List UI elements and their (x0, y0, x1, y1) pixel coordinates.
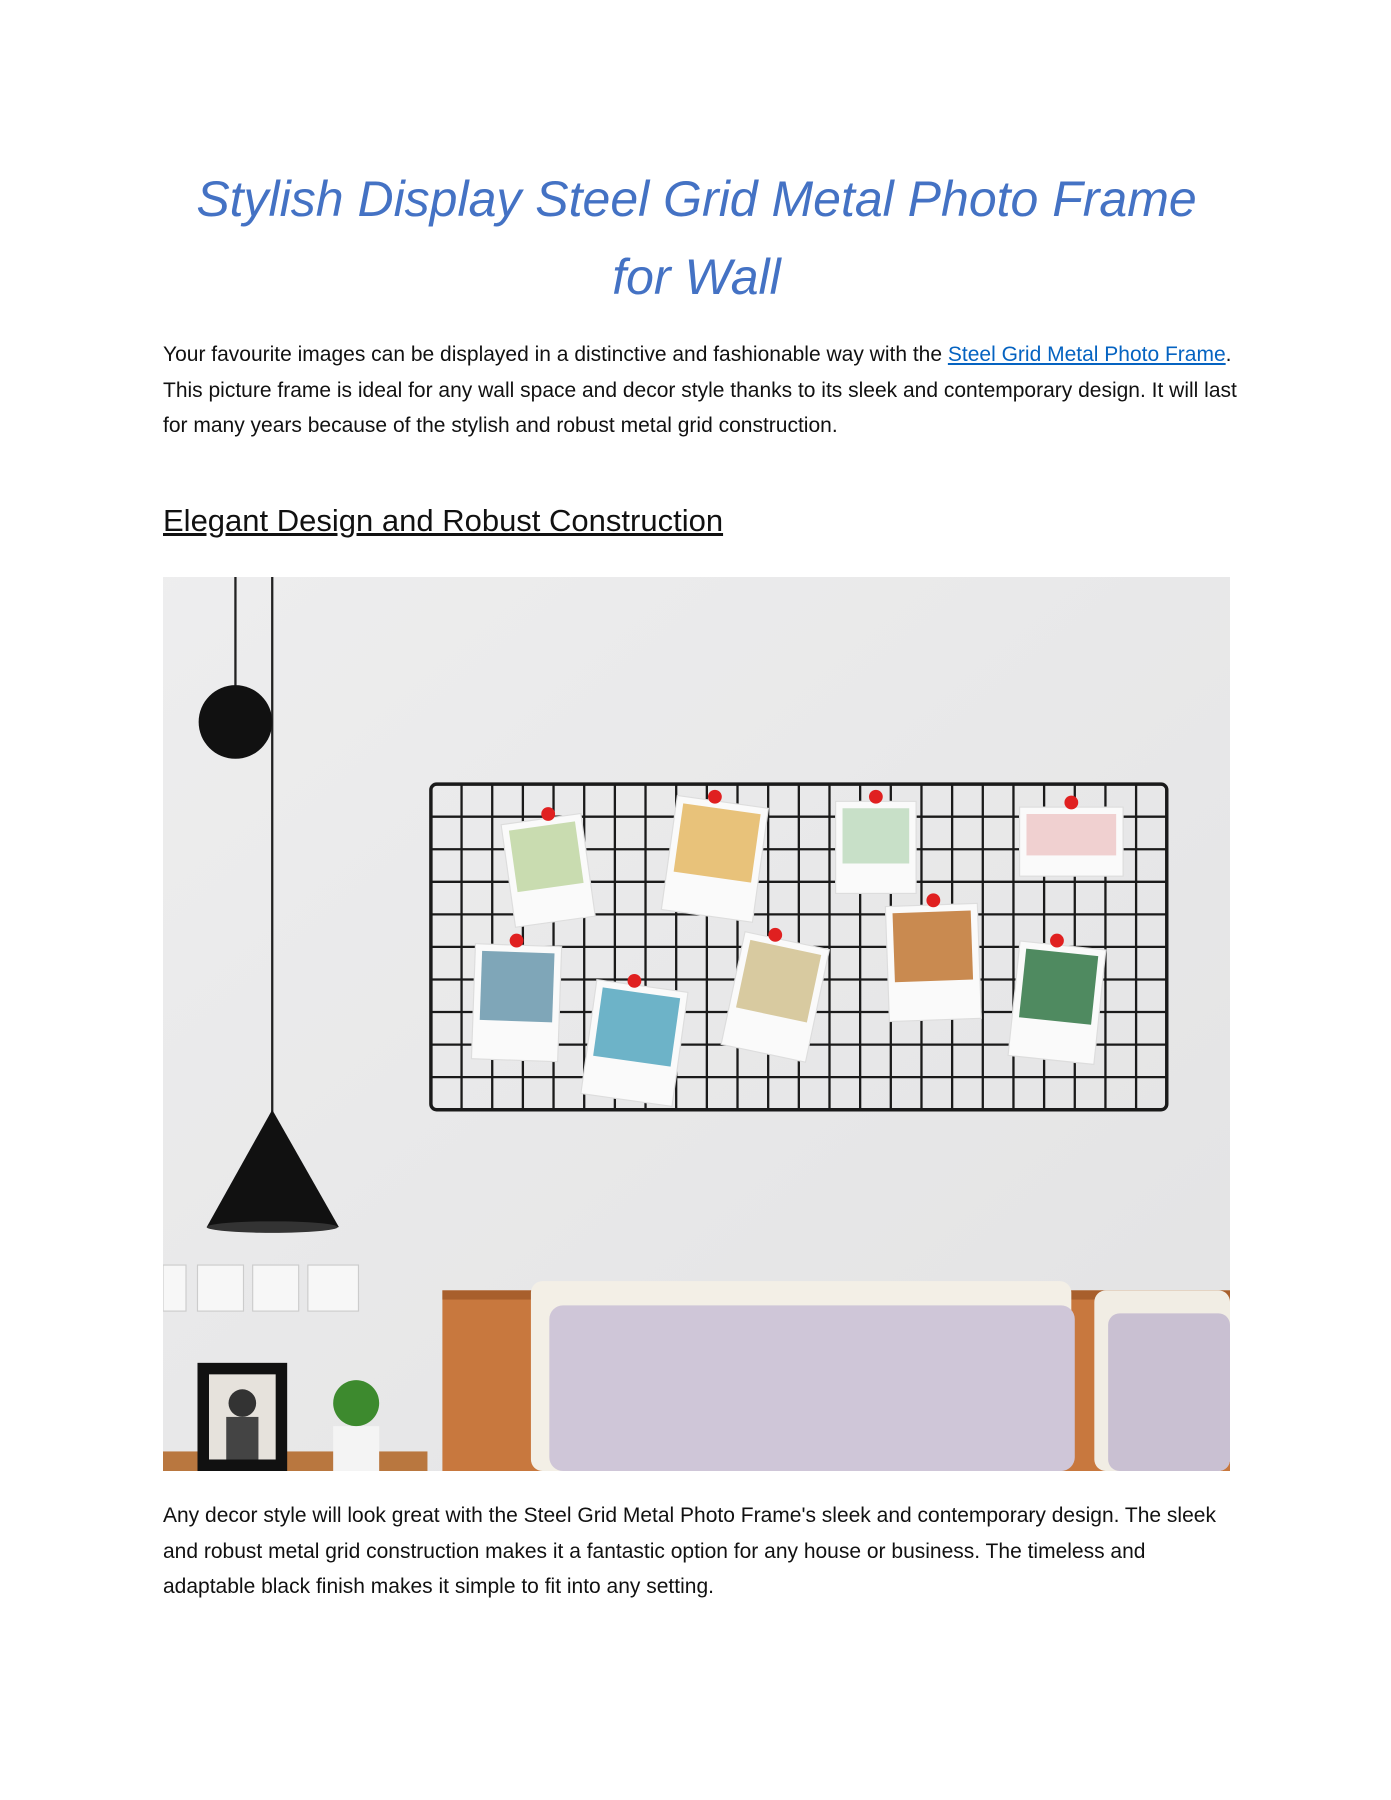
photo-image (674, 803, 761, 882)
photo-image (1026, 814, 1116, 855)
pillow (549, 1305, 1074, 1471)
intro-text-continued: . This picture frame is ideal for any wall space and decor style thanks to its sleek and contemporary design. It will last for many years because of the stylish and robust metal grid construction. (163, 343, 1237, 437)
plant-pot (333, 1426, 379, 1471)
section-paragraph: Any decor style will look great with the Steel Grid Metal Photo Frame's sleek and contemporary design. The sleek and robust metal grid construction makes it a fantastic option for any house or business. The timeless and adaptable black finish makes it simple to fit into any setting. (163, 1504, 1216, 1598)
photo-image (843, 808, 910, 863)
heart-clip-icon (926, 893, 940, 907)
product-photo (163, 577, 1230, 1471)
photo-image (509, 821, 584, 892)
section-heading: Elegant Design and Robust Construction (163, 503, 724, 538)
heart-clip-icon (869, 790, 883, 804)
page-title: Stylish Display Steel Grid Metal Photo Frame for Wall (196, 171, 1197, 305)
heart-clip-icon (541, 807, 555, 821)
heart-clip-icon (708, 790, 722, 804)
intro-paragraph (163, 337, 1243, 444)
photo-image (593, 987, 680, 1066)
heart-clip-icon (1050, 934, 1064, 948)
photo-image (893, 910, 974, 982)
heart-clip-icon (1064, 796, 1078, 810)
intro-text: Your favourite images can be displayed in a distinctive and fashionable way with the (163, 343, 948, 366)
product-link[interactable]: Steel Grid Metal Photo Frame (947, 343, 1226, 366)
heart-clip-icon (628, 974, 642, 988)
photo-image (1019, 949, 1098, 1025)
heart-clip-icon (768, 928, 782, 942)
plant (333, 1380, 379, 1426)
photo-image (736, 940, 821, 1023)
photo-image (480, 951, 555, 1023)
heart-clip-icon (510, 934, 524, 948)
